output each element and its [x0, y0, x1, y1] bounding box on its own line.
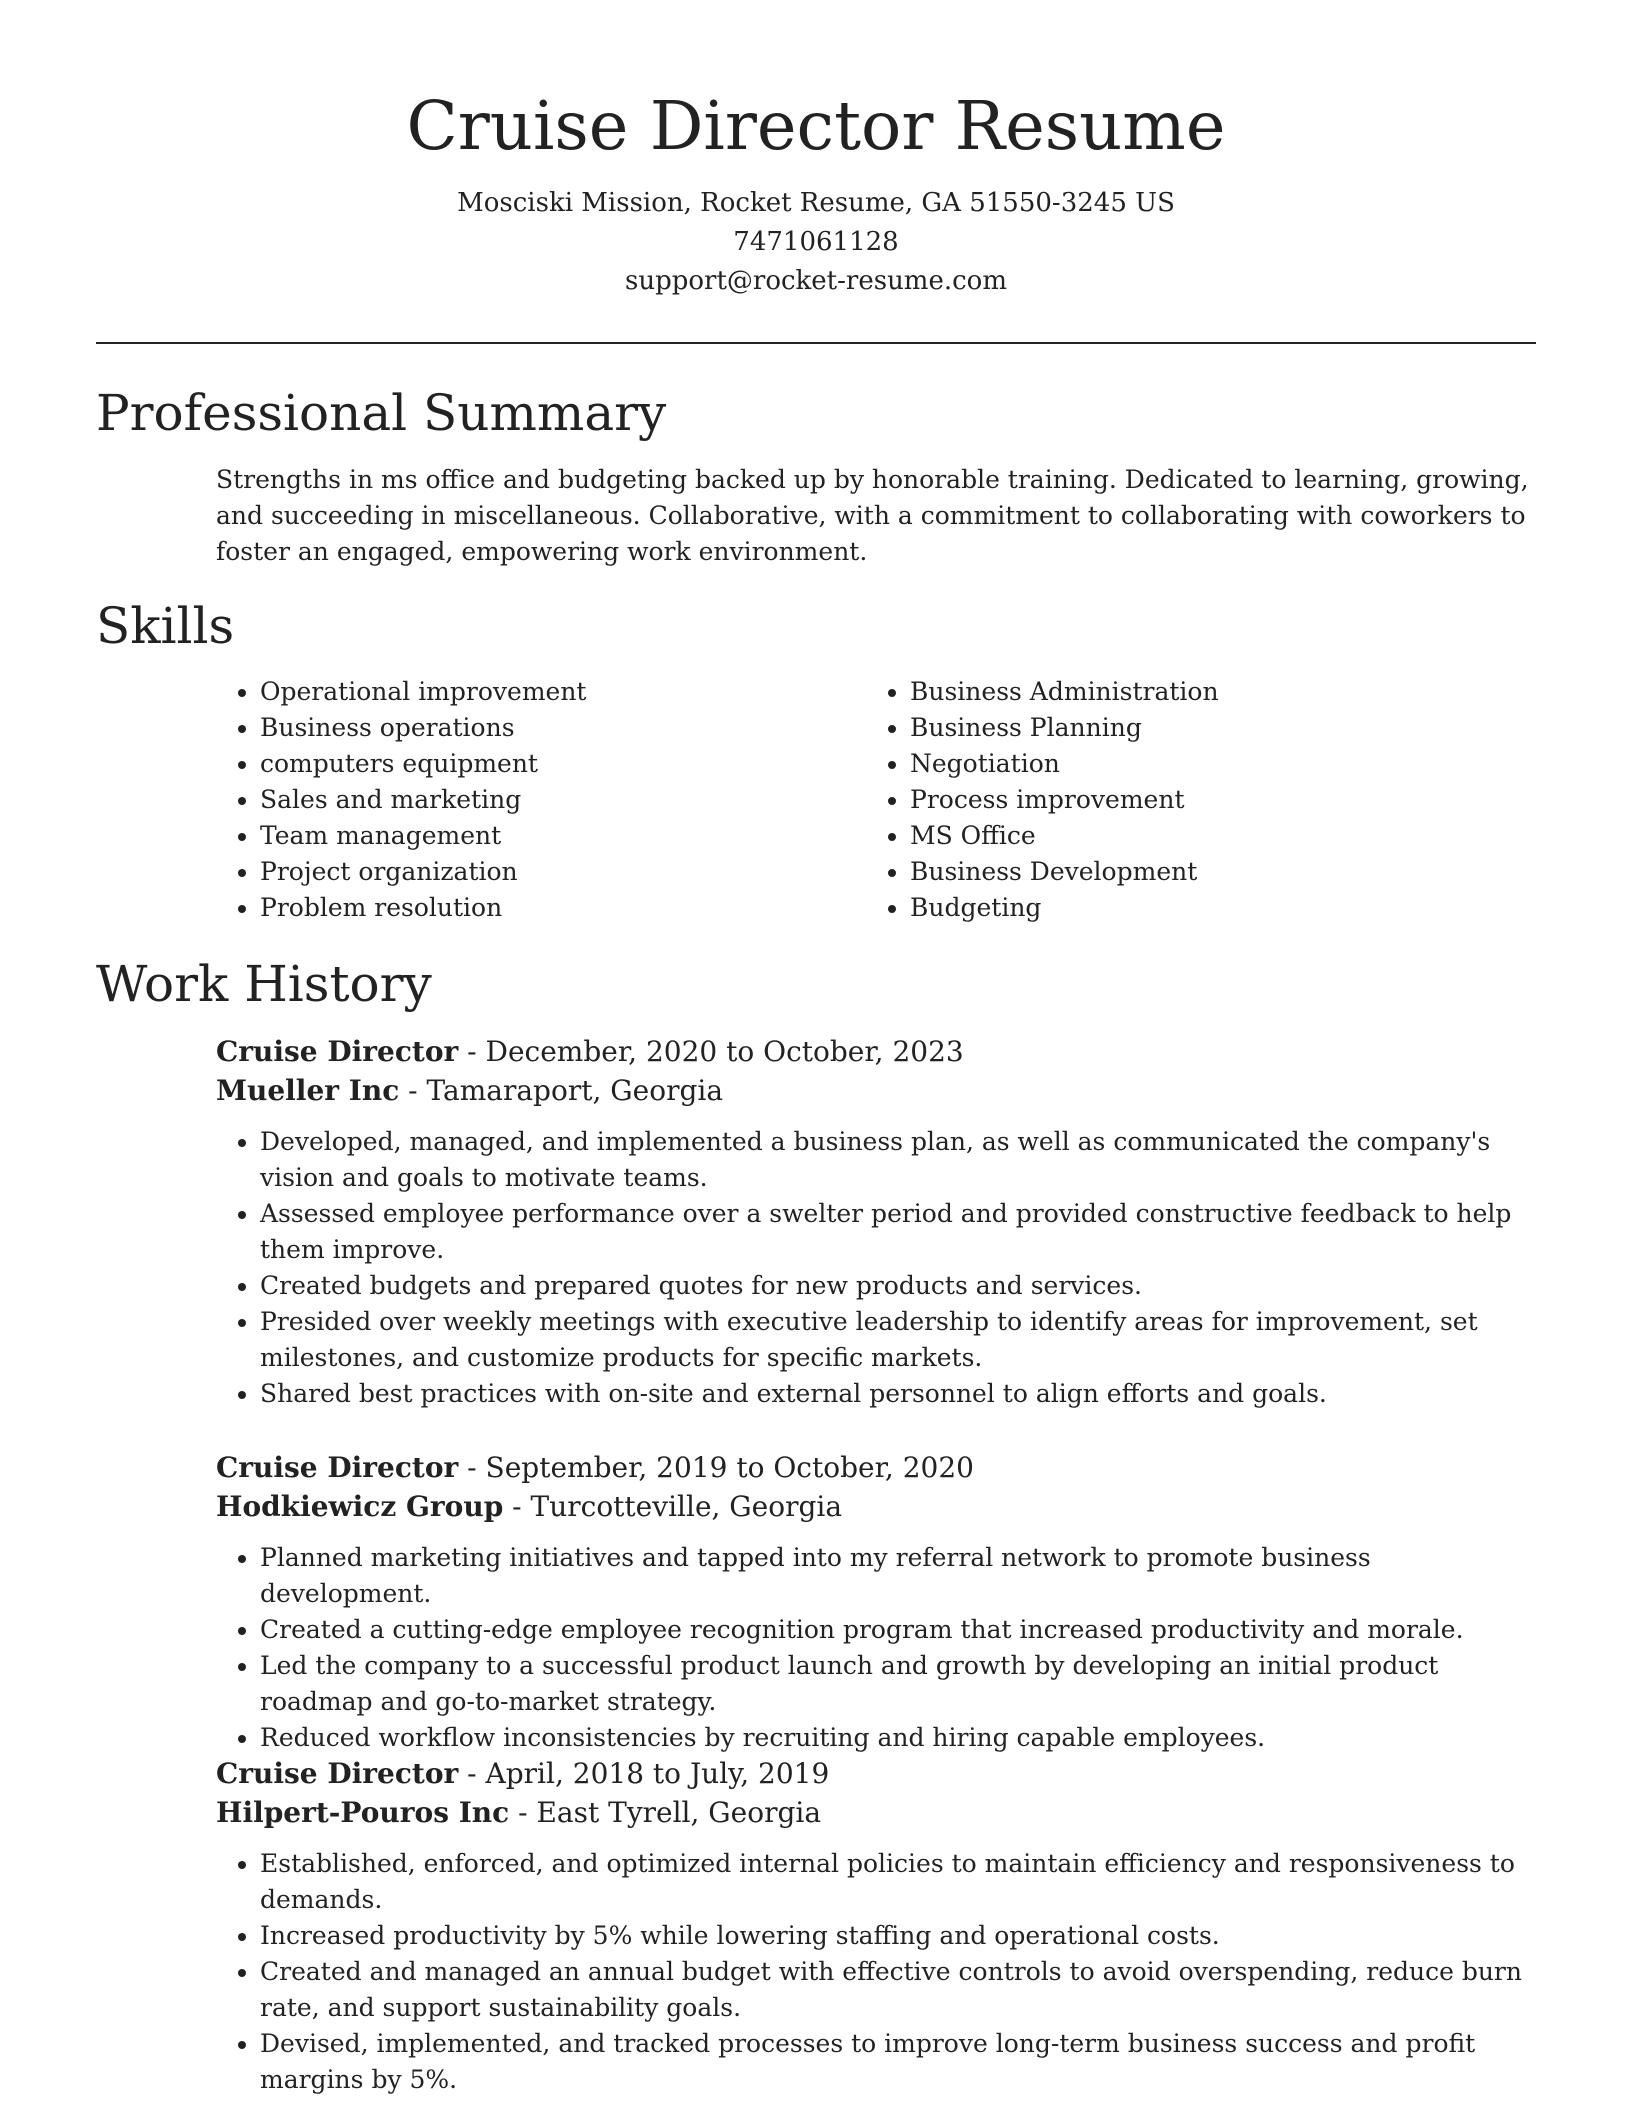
job-bullet: • Created and managed an annual budget with effective controls to avoid overspending, reduce burn rate, and support sustainability goals.	[260, 1954, 1536, 2026]
job-company: Hilpert-Pouros Inc	[216, 1796, 510, 1829]
job-bullet: • Led the company to a successful product launch and growth by developing an initial product roadmap and go-to-market strategy.	[260, 1648, 1536, 1720]
job-bullets	[216, 1540, 1536, 1756]
job-bullets	[216, 1124, 1536, 1412]
job-bullet: • Increased productivity by 5% while lowering staffing and operational costs.	[260, 1918, 1536, 1954]
skills-column-left	[216, 674, 866, 926]
job-bullet: • Presided over weekly meetings with executive leadership to identify areas for improvement, set milestones, and customize products for specific markets.	[260, 1304, 1536, 1376]
resume-title: Cruise Director Resume	[406, 87, 1226, 165]
job-bullets	[216, 1846, 1536, 2098]
skill-item: • Business Development	[910, 854, 1516, 890]
job-entry	[216, 1754, 1536, 2098]
job-bullet: • Reduced workflow inconsistencies by recruiting and hiring capable employees.	[260, 1720, 1536, 1756]
job-bullet: • Shared best practices with on-site and external personnel to align efforts and goals.	[260, 1376, 1536, 1412]
job-location: Tamaraport, Georgia	[426, 1074, 724, 1107]
job-bullet: • Established, enforced, and optimized internal policies to maintain efficiency and responsiveness to demands.	[260, 1846, 1536, 1918]
job-title: Cruise Director	[216, 1451, 459, 1484]
skill-item: • Sales and marketing	[260, 782, 866, 818]
job-title-line: Cruise Director - December, 2020 to October, 2023	[216, 1035, 964, 1068]
job-title-line: Cruise Director - April, 2018 to July, 2019	[216, 1757, 830, 1790]
skill-item: • MS Office	[910, 818, 1516, 854]
skill-item: • Business Planning	[910, 710, 1516, 746]
job-dates: December, 2020 to October, 2023	[485, 1035, 964, 1068]
contact-address: Mosciski Mission, Rocket Resume, GA 51550-3245 US	[457, 188, 1175, 218]
summary-text: Strengths in ms office and budgeting backed up by honorable training. Dedicated to learning, growing, and succeeding in miscellaneous. Collaborative, with a commitment to collaborating with coworkers to foster an engaged, empowering work environment.	[216, 465, 1529, 566]
job-company-line: Hodkiewicz Group - Turcotteville, Georgia	[216, 1490, 843, 1523]
job-bullet: • Planned marketing initiatives and tapped into my referral network to promote business development.	[260, 1540, 1536, 1612]
job-title-line: Cruise Director - September, 2019 to October, 2020	[216, 1451, 974, 1484]
job-bullet: • Created a cutting-edge employee recognition program that increased productivity and morale.	[260, 1612, 1536, 1648]
job-title: Cruise Director	[216, 1757, 459, 1790]
skill-item: • Operational improvement	[260, 674, 866, 710]
skills-heading: Skills	[96, 597, 235, 655]
skill-item: • Budgeting	[910, 890, 1516, 926]
skills-column-right	[866, 674, 1516, 926]
job-company-line: Mueller Inc - Tamaraport, Georgia	[216, 1074, 724, 1107]
skill-item: • computers equipment	[260, 746, 866, 782]
contact-block	[0, 184, 1632, 301]
job-dates: April, 2018 to July, 2019	[485, 1757, 830, 1790]
job-entry	[216, 1448, 1536, 1756]
resume-header	[0, 0, 1632, 301]
job-bullet: • Developed, managed, and implemented a business plan, as well as communicated the company's vision and goals to motivate teams.	[260, 1124, 1536, 1196]
skill-item: • Project organization	[260, 854, 866, 890]
skill-item: • Team management	[260, 818, 866, 854]
job-company-line: Hilpert-Pouros Inc - East Tyrell, Georgia	[216, 1796, 822, 1829]
summary-heading: Professional Summary	[96, 384, 667, 442]
skill-item: • Process improvement	[910, 782, 1516, 818]
skill-item: • Business Administration	[910, 674, 1516, 710]
job-bullet: • Assessed employee performance over a swelter period and provided constructive feedback to help them improve.	[260, 1196, 1536, 1268]
work-history-heading: Work History	[96, 955, 432, 1013]
job-title: Cruise Director	[216, 1035, 459, 1068]
contact-email: support@rocket-resume.com	[624, 266, 1007, 296]
contact-phone: 7471061128	[733, 227, 899, 257]
skill-item: • Problem resolution	[260, 890, 866, 926]
skills-list	[216, 674, 1536, 926]
skill-item: • Business operations	[260, 710, 866, 746]
skill-item: • Negotiation	[910, 746, 1516, 782]
job-company: Hodkiewicz Group	[216, 1490, 504, 1523]
job-location: East Tyrell, Georgia	[536, 1796, 822, 1829]
header-divider	[96, 342, 1536, 344]
job-entry	[216, 1032, 1536, 1412]
job-dates: September, 2019 to October, 2020	[485, 1451, 974, 1484]
job-company: Mueller Inc	[216, 1074, 400, 1107]
job-location: Turcotteville, Georgia	[530, 1490, 843, 1523]
job-bullet: • Created budgets and prepared quotes for new products and services.	[260, 1268, 1536, 1304]
job-bullet: • Devised, implemented, and tracked processes to improve long-term business success and profit margins by 5%.	[260, 2026, 1536, 2098]
